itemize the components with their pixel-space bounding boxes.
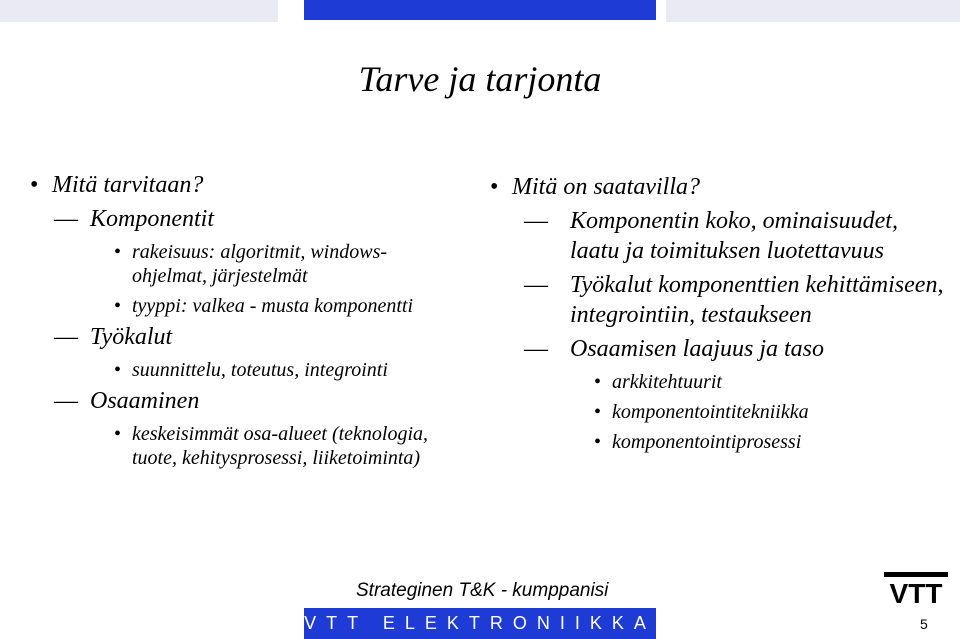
left-subitem: • tyyppi: valkea - musta komponentti xyxy=(30,294,460,318)
right-subitem: • arkkitehtuurit xyxy=(490,370,950,394)
footer-tagline: Strateginen T&K - kumppanisi xyxy=(356,580,609,601)
right-item-komponentin-koko: — Komponentin koko, ominaisuudet, laatu ja toimituksen luotettavuus xyxy=(490,206,950,266)
right-subitem: • komponentointiprosessi xyxy=(490,430,950,454)
top-band-left xyxy=(0,0,278,22)
svg-text:VTT: VTT xyxy=(889,578,943,606)
right-subitem: • komponentointitekniikka xyxy=(490,400,950,424)
right-item-osaamisen-laajuus: — Osaamisen laajuus ja taso xyxy=(490,334,950,364)
footer-bar-text: VTT ELEKTRONIIKKA xyxy=(304,613,656,633)
right-heading: • Mitä on saatavilla? xyxy=(490,172,950,202)
left-subitem: • rakeisuus: algoritmit, windows-ohjelmat, järjestelmät xyxy=(30,240,460,288)
slide-title: Tarve ja tarjonta xyxy=(358,59,602,99)
page-number: 5 xyxy=(920,616,928,632)
footer-bar xyxy=(304,608,656,639)
left-heading: • Mitä tarvitaan? xyxy=(30,170,460,200)
top-band-blue xyxy=(304,0,656,20)
left-item-tyokalut: — Työkalut xyxy=(30,322,460,352)
top-band-right xyxy=(666,0,960,22)
left-subitem: • keskeisimmät osa-alueet (teknologia, tuote, kehitysprosessi, liiketoiminta) xyxy=(30,422,460,470)
left-subitem: • suunnittelu, toteutus, integrointi xyxy=(30,358,460,382)
left-item-osaaminen: — Osaaminen xyxy=(30,386,460,416)
vtt-logo-icon xyxy=(882,570,950,606)
left-item-komponentit: — Komponentit xyxy=(30,204,460,234)
right-item-tyokalut: — Työkalut komponenttien kehittämiseen, integrointiin, testaukseen xyxy=(490,270,950,330)
left-column xyxy=(30,170,460,470)
right-column xyxy=(490,172,950,454)
